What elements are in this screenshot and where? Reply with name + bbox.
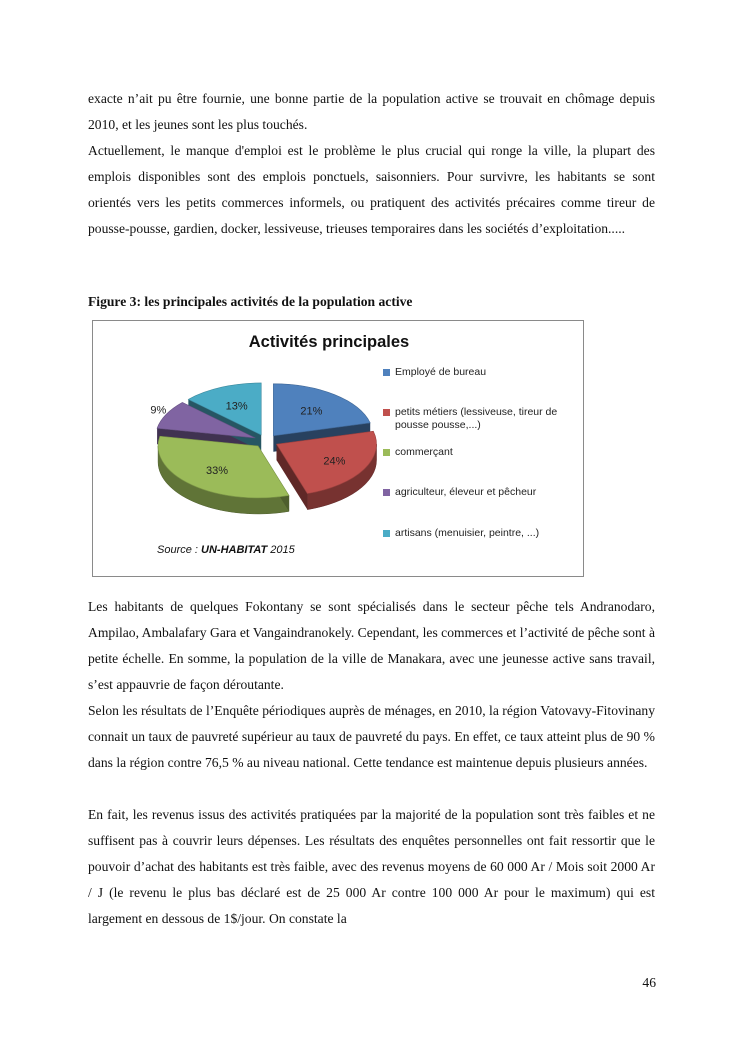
legend-swatch [383,449,390,456]
legend-label: petits métiers (lessiveuse, tireur de pousse pousse,...) [395,406,558,431]
legend-swatch [383,489,390,496]
page-number: 46 [642,975,656,990]
source-org: UN-HABITAT [201,544,268,556]
pie-label-artisans: 13% [225,400,248,413]
pie-tops [150,383,376,498]
source-prefix: Source : [157,544,202,556]
paragraph-2: Actuellement, le manque d'emploi est le problème le plus crucial qui ronge la ville, la plupart des emplois disponibles sont des emplois ponctuels, saisonniers. Pour survivre, les habitants se sont orientés vers les petits commerces informels, ou pratiquent des activités précaires comme tireur de pousse-pousse, gardien, docker, lessiveuse, trieuses temporaires dans les sociétés d’exploitation..... [88,143,655,236]
legend-swatch [383,409,390,416]
paragraph-5: En fait, les revenus issus des activités pratiquées par la majorité de la population sont très faibles et ne suffisent pas à couvrir leurs dépenses. Les résultats des enquêtes personnelles ont fait ressortir que le pouvoir d’achat des habitants est très faible, avec des revenus moyens de 60 000 Ar / Mois soit 2000 Ar / J (le revenu le plus bas déclaré est de 25 000 Ar contre 100 000 Ar pour le maximum) qui est largement en dessous de 1$/jour. On constate la [88,807,655,926]
legend-label: agriculteur, éleveur et pêcheur [395,486,537,498]
chart-source [157,544,295,556]
legend-swatch [383,530,390,537]
legend-label: Employé de bureau [395,366,487,378]
pie-label-agriculteur: 9% [150,404,167,417]
legend-label: commerçant [395,446,453,458]
pie-label-employe: 21% [300,405,323,418]
paragraph-3: Les habitants de quelques Fokontany se sont spécialisés dans le secteur pêche tels Andranodaro, Ampilao, Ambalafary Gara et Vangaindranokely. Cependant, les commerces et l’activité de pêche sont à petite échelle. En somme, la population de la ville de Manakara, avec une jeunesse active sans travail, s’est appauvrie de façon déroutante. [88,599,655,692]
legend-swatch [383,369,390,376]
paragraph-1: exacte n’ait pu être fournie, une bonne partie de la population active se trouvait en chômage depuis 2010, et les jeunes sont les plus touchés. [88,91,655,132]
figure-caption: Figure 3: les principales activités de la population active [88,294,413,309]
chart-title: Activités principales [248,333,410,351]
paragraph-4: Selon les résultats de l’Enquête périodiques auprès de ménages, en 2010, la région Vatovavy-Fitovinany connait un taux de pauvreté supérieur au taux de pauvreté du pays. En effet, ce taux atteint plus de 90 % dans la région contre 76,5 % au niveau national. Cette tendance est maintenue depuis plusieurs années. [88,703,655,770]
pie-label-commercant: 33% [206,465,229,478]
source-year: 2015 [267,544,295,556]
pie-label-petits-metiers: 24% [323,455,346,468]
pie-chart [92,320,584,577]
legend-label: artisans (menuisier, peintre, ...) [395,527,540,539]
